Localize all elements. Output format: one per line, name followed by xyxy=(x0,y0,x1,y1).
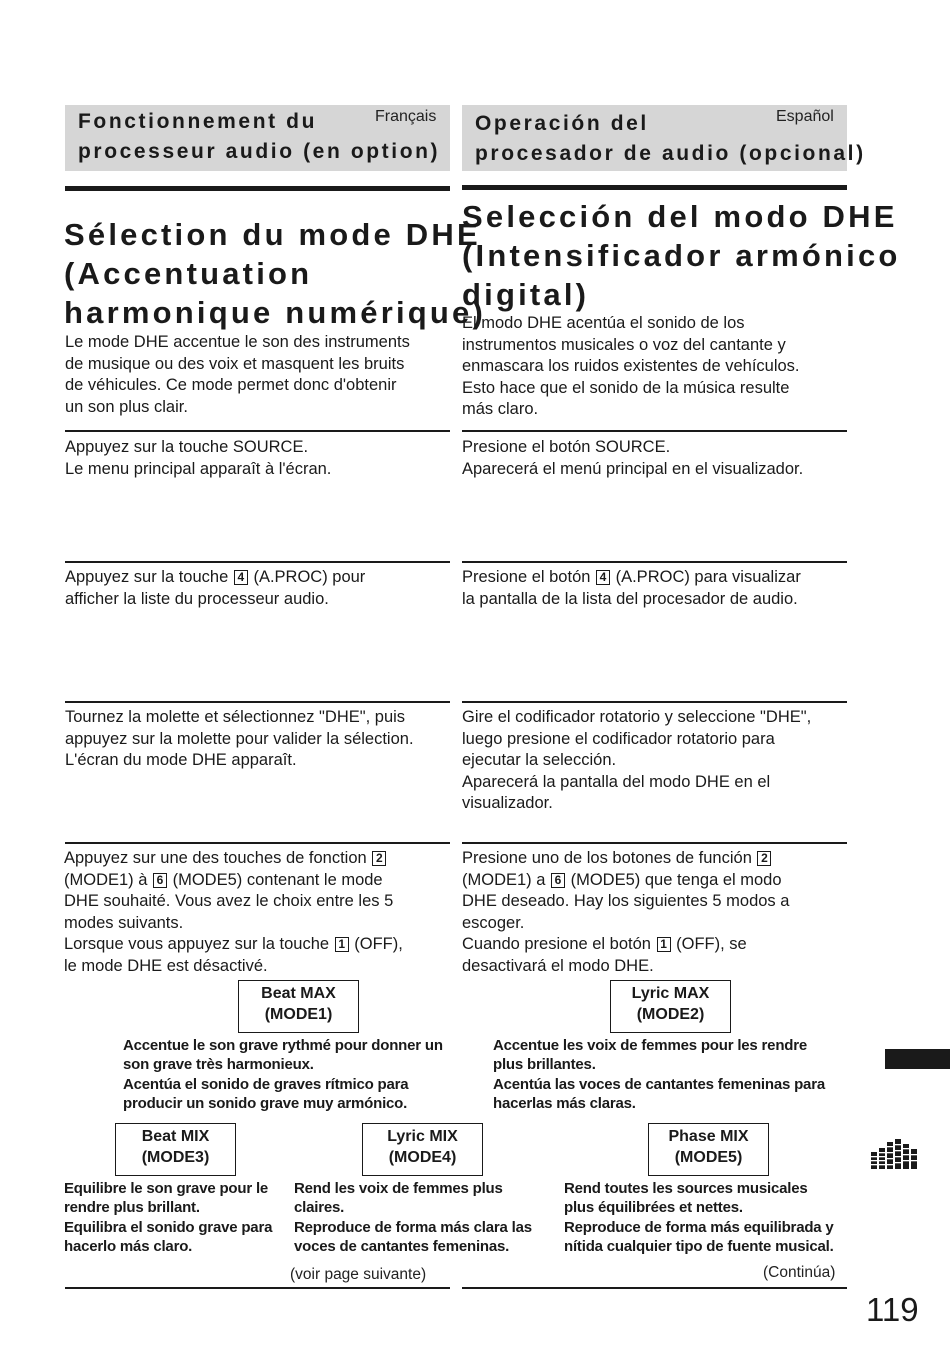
page-number: 119 xyxy=(866,1291,919,1328)
mode-name: Beat MAX xyxy=(261,985,336,1002)
mode-number: (MODE5) xyxy=(674,1149,743,1166)
step2-fr: Appuyez sur la touche 4 (A.PROC) pour afficher la liste du processeur audio. xyxy=(65,568,366,608)
mode-box-beat-max xyxy=(238,980,359,1033)
mode-number: (MODE2) xyxy=(636,1006,705,1023)
mode-box-lyric-max xyxy=(610,980,731,1033)
mode-desc-beat-max: Accentue le son grave rythmé pour donner un son grave très harmonieux. Acentúa el sonido de graves rítmico para producir un sonido grave muy armónico. xyxy=(123,1037,443,1113)
section-title-fr: Sélection du mode DHE (Accentuation harmonique numérique) xyxy=(64,217,487,330)
header-title-es: Operación del procesador de audio (opcional) xyxy=(475,112,866,165)
button-6-icon: 6 xyxy=(153,873,167,888)
divider xyxy=(462,561,847,563)
divider xyxy=(65,186,450,191)
mode-desc-phase-mix: Rend toutes les sources musicales plus équilibrées et nettes. Reproduce de forma más equilibrada y nítida cualquier tipo de fuente musical. xyxy=(564,1180,834,1256)
step1-fr: Appuyez sur la touche SOURCE. Le menu principal apparaît à l'écran. xyxy=(65,438,332,478)
divider xyxy=(462,430,847,432)
intro-es: El modo DHE acentúa el sonido de los instrumentos musicales o voz del cantante y enmascara los ruidos existentes de vehículos. Esto hace que el sonido de la música resulte más claro. xyxy=(462,314,800,419)
divider xyxy=(65,1287,450,1289)
step1-es: Presione el botón SOURCE. Aparecerá el menú principal en el visualizador. xyxy=(462,438,804,478)
divider xyxy=(65,842,450,844)
step3-es: Gire el codificador rotatorio y seleccione "DHE", luego presione el codificador rotatorio para ejecutar la selección. Aparecerá la pantalla del modo DHE en el visualizador. xyxy=(462,708,812,813)
button-2-icon: 2 xyxy=(372,851,386,866)
mode-number: (MODE1) xyxy=(264,1006,333,1023)
step4-fr: Appuyez sur une des touches de fonction 2 (MODE1) à 6 (MODE5) contenant le mode DHE souhaité. Vous avez le choix entre les 5 modes suivants. Lorsque vous appuyez sur la touche 1 (OFF), le mode DHE est désactivé. xyxy=(64,849,403,975)
button-1-icon: 1 xyxy=(335,937,349,952)
divider xyxy=(65,430,450,432)
button-1-icon: 1 xyxy=(657,937,671,952)
header-lang-es: Español xyxy=(776,108,834,125)
divider xyxy=(65,561,450,563)
mode-desc-lyric-mix: Rend les voix de femmes plus claires. Reproduce de forma más clara las voces de cantantes femeninas. xyxy=(294,1180,532,1256)
mode-name: Lyric MIX xyxy=(387,1128,458,1145)
mode-desc-beat-mix: Equilibre le son grave pour le rendre plus brillant. Equilibra el sonido grave para hacerlo más claro. xyxy=(64,1180,273,1256)
header-lang-fr: Français xyxy=(375,108,437,125)
divider xyxy=(462,701,847,703)
step2-es: Presione el botón 4 (A.PROC) para visualizar la pantalla de la lista del procesador de audio. xyxy=(462,568,801,608)
divider xyxy=(65,701,450,703)
mode-box-phase-mix xyxy=(648,1123,769,1176)
header-title-fr: Fonctionnement du processeur audio (en option) xyxy=(78,110,441,163)
mode-number: (MODE4) xyxy=(388,1149,457,1166)
continue-note-fr: (voir page suivante) xyxy=(290,1266,427,1283)
mode-name: Lyric MAX xyxy=(631,985,710,1002)
continue-note-es: (Continúa) xyxy=(763,1264,836,1281)
mode-name: Phase MIX xyxy=(668,1128,749,1145)
mode-desc-lyric-max: Accentue les voix de femmes pour les rendre plus brillantes. Acentúa las voces de cantantes femeninas para hacerlas más claras. xyxy=(493,1037,825,1113)
button-2-icon: 2 xyxy=(757,851,771,866)
button-4-icon: 4 xyxy=(596,570,610,585)
side-tab xyxy=(885,1049,950,1069)
button-4-icon: 4 xyxy=(234,570,248,585)
divider xyxy=(462,185,847,190)
divider xyxy=(462,1287,847,1289)
button-6-icon: 6 xyxy=(551,873,565,888)
mode-box-beat-mix xyxy=(115,1123,236,1176)
intro-fr: Le mode DHE accentue le son des instruments de musique ou des voix et masquent les bruits de véhicules. Ce mode permet donc d'obtenir un son plus clair. xyxy=(65,333,410,416)
step3-fr: Tournez la molette et sélectionnez "DHE", puis appuyez sur la molette pour valider la sélection. L'écran du mode DHE apparaît. xyxy=(65,708,414,770)
mode-name: Beat MIX xyxy=(141,1128,210,1145)
mode-box-lyric-mix xyxy=(362,1123,483,1176)
section-title-es: Selección del modo DHE (Intensificador armónico digital) xyxy=(462,199,901,312)
mode-number: (MODE3) xyxy=(141,1149,210,1166)
step4-es: Presione uno de los botones de función 2 (MODE1) a 6 (MODE5) que tenga el modo DHE deseado. Hay los siguientes 5 modos a escoger. Cuando presione el botón 1 (OFF), se desactivará el modo DHE. xyxy=(462,849,790,975)
divider xyxy=(462,842,847,844)
equalizer-icon xyxy=(870,1138,920,1170)
